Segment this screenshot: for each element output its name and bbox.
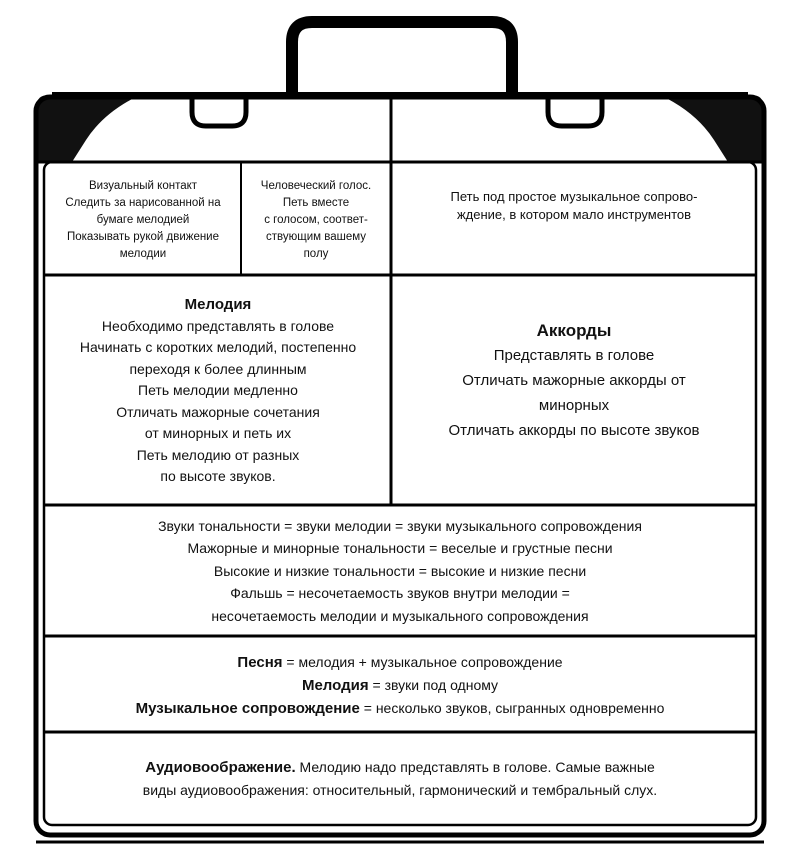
audio-text: Мелодию надо представлять в голове. Самые важные <box>295 759 655 775</box>
cell-melody <box>46 280 390 502</box>
chords-line: Представлять в голове <box>493 346 655 364</box>
chords-line: Отличать аккорды по высоте звуков <box>448 421 700 439</box>
tonality-line: несочетаемость мелодии и музыкального сопровождения <box>211 607 589 624</box>
definition-melody <box>302 674 498 697</box>
definition-text: = мелодия + музыкальное сопровождение <box>282 653 563 670</box>
melody-line: по высоте звуков. <box>160 468 276 485</box>
tonality-line: Звуки тональности = звуки мелодии = звуки музыкального сопровождения <box>158 517 642 534</box>
tonality-line: Высокие и низкие тональности = высокие и низкие песни <box>213 562 587 579</box>
chords-line: Отличать мажорные аккорды от <box>462 371 686 389</box>
accompaniment-line: Петь под простое музыкальное сопрово- <box>450 189 698 204</box>
right-corner-cap <box>660 95 762 162</box>
chords-line: минорных <box>538 396 610 414</box>
melody-line: Необходимо представлять в голове <box>101 317 335 334</box>
cell-visual-contact <box>46 166 240 274</box>
voice-line: полу <box>303 247 329 260</box>
cell-audio-imagination <box>46 735 754 823</box>
cell-tonality <box>46 508 754 634</box>
visual-line: бумаге мелодией <box>96 213 190 226</box>
melody-line: Петь мелодии медленно <box>138 382 298 399</box>
melody-line: переходя к более длинным <box>129 360 307 377</box>
cell-accompaniment <box>393 166 755 246</box>
cell-definitions <box>46 639 754 731</box>
tonality-line: Фальшь = несочетаемость звуков внутри мелодии = <box>230 585 570 602</box>
definition-song <box>237 651 562 674</box>
left-buckle <box>192 95 246 126</box>
definition-term: Песня <box>237 653 283 671</box>
voice-line: ствующим вашему <box>265 230 367 243</box>
melody-line: от минорных и петь их <box>144 425 292 442</box>
visual-line: Показывать рукой движение <box>66 230 220 243</box>
accompaniment-line: ждение, в котором мало инструментов <box>456 207 692 222</box>
voice-line: Человеческий голос. <box>260 179 372 192</box>
audio-line-1 <box>145 756 655 779</box>
left-corner-cap <box>38 95 140 162</box>
definition-term: Музыкальное сопровождение <box>135 699 360 717</box>
chords-title: Аккорды <box>536 320 612 340</box>
definition-text: = несколько звуков, сыгранных одновременно <box>359 699 665 716</box>
tonality-line: Мажорные и минорные тональности = веселые и грустные песни <box>187 540 613 557</box>
melody-line: Начинать с коротких мелодий, постепенно <box>79 339 357 356</box>
cell-chords <box>393 300 755 460</box>
visual-line: Визуальный контакт <box>88 179 198 192</box>
definition-text: = звуки под одному <box>368 676 499 693</box>
cell-human-voice <box>243 166 389 274</box>
right-buckle <box>548 95 602 126</box>
voice-line: с голосом, соответ- <box>264 213 368 226</box>
visual-line: Следить за нарисованной на <box>65 196 221 209</box>
audio-term: Аудиовоображение. <box>145 759 296 776</box>
definition-term: Мелодия <box>301 676 369 694</box>
audio-line-2: виды аудиовоображения: относительный, гармонический и тембральный слух. <box>142 782 658 798</box>
visual-line: мелодии <box>119 247 167 260</box>
voice-line: Петь вместе <box>282 196 350 209</box>
melody-title: Мелодия <box>184 296 252 314</box>
suitcase-handle <box>292 22 512 95</box>
definition-accompaniment <box>136 697 665 720</box>
melody-line: Отличать мажорные сочетания <box>116 403 320 420</box>
melody-line: Петь мелодию от разных <box>136 446 300 463</box>
